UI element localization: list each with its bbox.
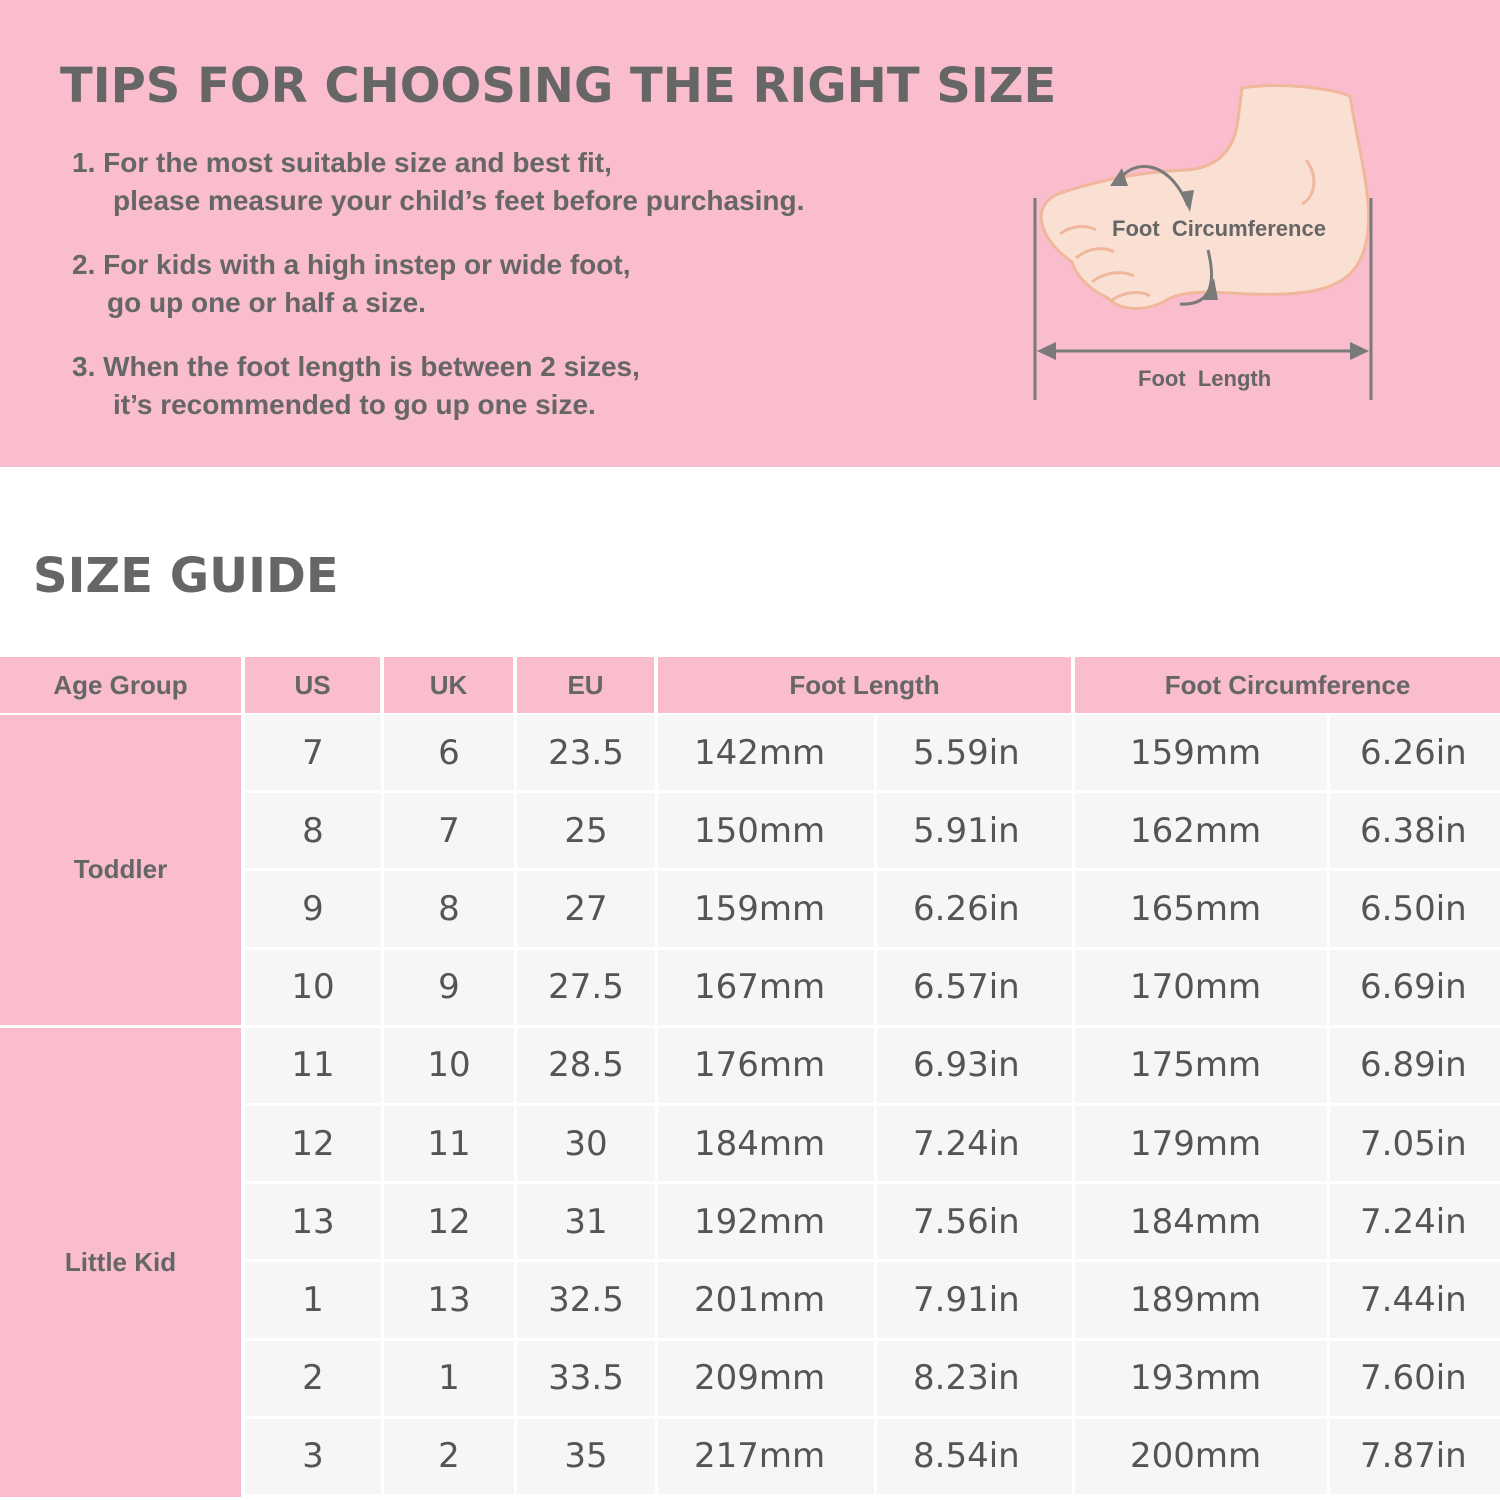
foot-circumference-mm-cell: 170mm [1075,950,1327,1025]
header-uk: UK [384,657,513,713]
us-size-cell: 7 [245,715,381,790]
us-size-cell: 3 [245,1419,381,1494]
foot-length-in-cell: 8.23in [877,1341,1072,1416]
us-size-cell: 2 [245,1341,381,1416]
header-foot-circumference: Foot Circumference [1075,657,1500,713]
uk-size-cell: 10 [384,1028,514,1103]
size-guide-title: SIZE GUIDE [33,548,339,604]
eu-size-cell: 32.5 [517,1262,655,1337]
foot-length-mm-cell: 150mm [658,793,874,868]
foot-length-in-cell: 7.56in [877,1184,1072,1259]
foot-length-in-cell: 6.57in [877,950,1072,1025]
header-age-group: Age Group [0,657,241,713]
uk-size-cell: 13 [384,1262,514,1337]
foot-length-mm-cell: 184mm [658,1106,874,1181]
foot-length-mm-cell: 167mm [658,950,874,1025]
foot-circumference-in-cell: 7.24in [1330,1184,1500,1259]
foot-length-mm-cell: 217mm [658,1419,874,1494]
eu-size-cell: 23.5 [517,715,655,790]
foot-circumference-mm-cell: 193mm [1075,1341,1327,1416]
us-size-cell: 10 [245,950,381,1025]
foot-measurement-diagram [1020,80,1390,410]
foot-circumference-mm-cell: 184mm [1075,1184,1327,1259]
age-group-cell: Little Kid [0,1028,241,1497]
uk-size-cell: 12 [384,1184,514,1259]
foot-length-in-cell: 5.59in [877,715,1072,790]
uk-size-cell: 8 [384,871,514,946]
eu-size-cell: 27 [517,871,655,946]
us-size-cell: 8 [245,793,381,868]
tip-2-line-2: go up one or half a size. [107,287,426,318]
us-size-cell: 9 [245,871,381,946]
foot-circumference-in-cell: 6.89in [1330,1028,1500,1103]
tip-1-line-1: 1. For the most suitable size and best fit, [72,147,612,178]
uk-size-cell: 7 [384,793,514,868]
header-eu: EU [517,657,654,713]
age-group-cell: Toddler [0,715,241,1025]
eu-size-cell: 30 [517,1106,655,1181]
tip-item-3 [72,348,640,424]
tips-banner [0,0,1500,467]
foot-length-mm-cell: 142mm [658,715,874,790]
foot-length-in-cell: 6.26in [877,871,1072,946]
foot-circumference-mm-cell: 200mm [1075,1419,1327,1494]
us-size-cell: 11 [245,1028,381,1103]
uk-size-cell: 1 [384,1341,514,1416]
foot-circumference-in-cell: 7.87in [1330,1419,1500,1494]
foot-illustration [1041,86,1368,309]
us-size-cell: 13 [245,1184,381,1259]
header-foot-length: Foot Length [658,657,1071,713]
foot-length-label: Foot Length [1138,366,1272,391]
tip-2-line-1: 2. For kids with a high instep or wide foot, [72,249,631,280]
foot-circumference-in-cell: 6.69in [1330,950,1500,1025]
foot-circumference-mm-cell: 165mm [1075,871,1327,946]
foot-length-in-cell: 6.93in [877,1028,1072,1103]
eu-size-cell: 31 [517,1184,655,1259]
foot-circumference-label: Foot Circumference [1112,216,1326,241]
us-size-cell: 12 [245,1106,381,1181]
foot-length-mm-cell: 192mm [658,1184,874,1259]
eu-size-cell: 25 [517,793,655,868]
foot-circumference-mm-cell: 189mm [1075,1262,1327,1337]
foot-circumference-in-cell: 7.05in [1330,1106,1500,1181]
foot-circumference-in-cell: 6.26in [1330,715,1500,790]
eu-size-cell: 33.5 [517,1341,655,1416]
us-size-cell: 1 [245,1262,381,1337]
uk-size-cell: 6 [384,715,514,790]
tip-3-line-1: 3. When the foot length is between 2 sizes, [72,351,640,382]
foot-circumference-mm-cell: 159mm [1075,715,1327,790]
foot-circumference-in-cell: 7.60in [1330,1341,1500,1416]
foot-length-mm-cell: 201mm [658,1262,874,1337]
length-arrow-head-right [1350,342,1369,360]
foot-circumference-mm-cell: 162mm [1075,793,1327,868]
foot-length-in-cell: 7.91in [877,1262,1072,1337]
tip-3-line-2: it’s recommended to go up one size. [113,389,596,420]
eu-size-cell: 27.5 [517,950,655,1025]
foot-length-in-cell: 8.54in [877,1419,1072,1494]
foot-circumference-mm-cell: 179mm [1075,1106,1327,1181]
foot-length-in-cell: 7.24in [877,1106,1072,1181]
tip-item-1 [72,144,804,220]
tip-1-line-2: please measure your child’s feet before purchasing. [113,185,805,216]
length-arrow-head-left [1037,342,1056,360]
foot-circumference-mm-cell: 175mm [1075,1028,1327,1103]
uk-size-cell: 2 [384,1419,514,1494]
foot-circumference-in-cell: 6.38in [1330,793,1500,868]
uk-size-cell: 11 [384,1106,514,1181]
eu-size-cell: 35 [517,1419,655,1494]
uk-size-cell: 9 [384,950,514,1025]
foot-circumference-in-cell: 6.50in [1330,871,1500,946]
eu-size-cell: 28.5 [517,1028,655,1103]
foot-length-mm-cell: 176mm [658,1028,874,1103]
foot-circumference-in-cell: 7.44in [1330,1262,1500,1337]
tip-item-2 [72,246,630,322]
foot-length-mm-cell: 159mm [658,871,874,946]
foot-length-in-cell: 5.91in [877,793,1072,868]
foot-length-mm-cell: 209mm [658,1341,874,1416]
header-us: US [245,657,380,713]
tips-title: TIPS FOR CHOOSING THE RIGHT SIZE [60,58,1057,114]
